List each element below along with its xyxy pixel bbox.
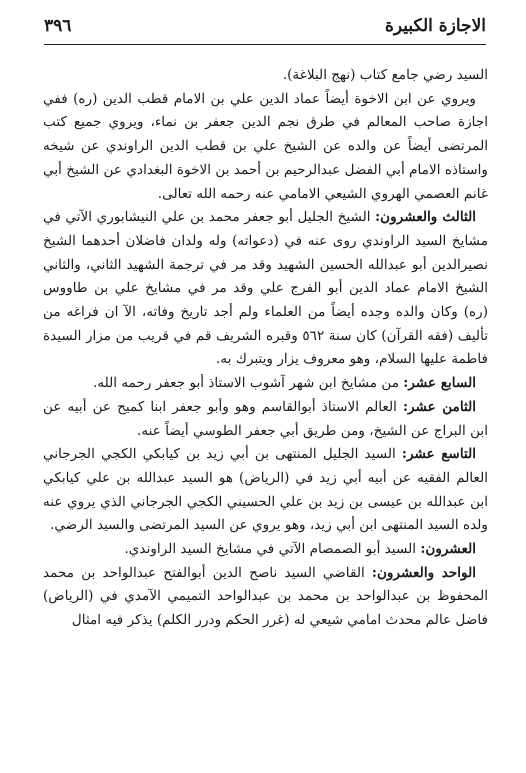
paragraph xyxy=(43,443,488,538)
paragraph-text: من مشايخ ابن شهر آشوب الاستاذ أبو جعفر رحمه الله. xyxy=(93,375,404,392)
running-title: الاجازة الكبيرة xyxy=(385,16,486,36)
paragraph-lead: الثالث والعشرون: xyxy=(375,209,476,226)
paragraph xyxy=(43,88,488,207)
paragraph-lead: الثامن عشر: xyxy=(402,398,477,415)
paragraph-lead: العشرون: xyxy=(420,541,476,558)
paragraph-text: الشيخ الجليل أبو جعفر محمد بن علي النيشابوري الآتي في مشايخ السيد الراوندي روى عنه في (دعواته) وله ولدان فاضلان أحدهما الشيخ نصيرالدين أبو عبدالله الحسين الشهيد وقد مر في ترجمة الشهيد الثاني، والثاني الشيخ الامام عماد الدين أبو الفرج علي وقد مر في مشايخ علي بن طاووس (ره) وكان والده وجده أيضاً من العلماء ولم أجد تاريخ وفاته، الآ ان فراغه من تأليف (فقه القرآن) كان سنة ٥٦٢ وقبره الشريف قم في قريب من مزار السيدة فاطمة عليها السلام، وهو معروف يزار ويتبرك به. xyxy=(43,209,488,368)
paragraph-text: العالم الاستاذ أبوالقاسم وهو وأبو جعفر ابنا كميح عن أبيه عن ابن البراج عن الشيخ، ومن طريق أبي جعفر الطوسي أيضاً عنه. xyxy=(43,398,488,439)
paragraph xyxy=(43,206,488,372)
paragraph xyxy=(43,64,488,88)
paragraph xyxy=(43,396,488,443)
paragraph-text: السيد رضي جامع كتاب (نهج البلاغة). xyxy=(282,67,488,83)
paragraph-lead: الواحد والعشرون: xyxy=(371,564,476,581)
paragraph-text: القاضي السيد ناصح الدين أبوالفتح عبدالواحد بن محمد المحفوظ بن عبدالواحد بن محمد بن عبدالواحد التميمي الآمدي في (الرياض) فاضل عالم محدث امامي شيعي له (غرر الحكم ودرر الكلم) يذكر فيه امثال xyxy=(43,564,488,629)
page-body xyxy=(43,64,488,633)
paragraph xyxy=(43,538,488,562)
paragraph-lead: التاسع عشر: xyxy=(401,446,476,463)
page-header xyxy=(44,14,486,45)
paragraph-text: السيد الجليل المنتهى بن أبي زيد بن كيابكي الكجي الجرجاني العالم الفقيه عن أبيه أبي زيد في (الرياض) هو السيد عبدالله بن علي كيابكي ابن عبدالله بن عيسى بن زيد بن علي الحسيني الكجي الجرجاني الذي يروي عنه ولده السيد المنتهى ابن أبي زيد، وهو يروي عن السيد المرتضى والسيد الرضي. xyxy=(43,446,488,534)
paragraph-text: ويروي عن ابن الاخوة أيضاً عماد الدين علي بن الامام قطب الدين (ره) ففي اجازة صاحب المعالم في طرق نجم الدين جعفر بن نماء، ويروي جميع كتب المرتضى أيضاً عن والده عن الشيخ علي بن قطب الدين الراوندي عن شيخه واستاذه الامام أبي الفضل عبدالرحيم بن أحمد بن الاخوة البغدادي عن الشيخ أبي غانم العصمي الهروي الشيعي الامامي عنه رحمه الله تعالى. xyxy=(43,90,488,202)
paragraph xyxy=(43,562,488,633)
paragraph-text: السيد أبو الصمصام الآتي في مشايخ السيد الراوندي. xyxy=(124,541,421,558)
page-number: ٣٩٦ xyxy=(44,16,72,36)
paragraph-lead: السابع عشر: xyxy=(403,375,476,392)
paragraph xyxy=(43,372,488,396)
